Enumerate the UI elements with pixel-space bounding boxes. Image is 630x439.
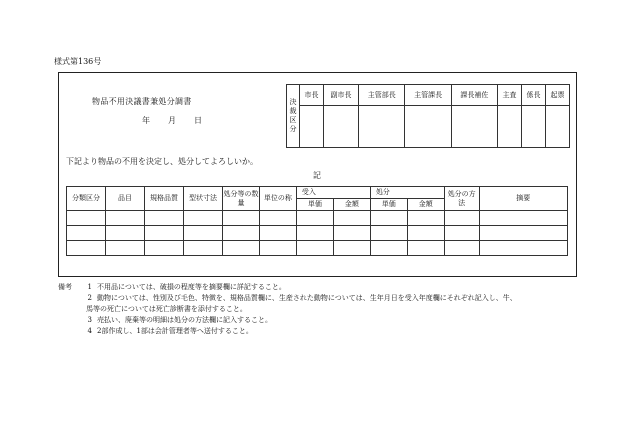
note-continuation [58,304,580,315]
table-cell[interactable] [370,226,407,241]
date-line [142,115,202,126]
table-cell[interactable] [296,241,333,256]
approval-col-mayor: 市長 [300,85,324,106]
table-cell[interactable] [479,241,567,256]
note-item: 備考 1 不用品については、破損の程度等を摘要欄に詳記すること。 [58,283,286,291]
table-cell[interactable] [479,211,567,226]
header-disposal-method: 処分の方法 [444,187,479,211]
date-year: 年 [142,116,150,125]
stamp-cell[interactable] [323,106,358,148]
table-cell[interactable] [184,211,223,226]
approval-col-dept-head: 主管部長 [359,85,405,106]
note-text: 不用品については、破損の程度等を摘要欄に詳記すること。 [97,283,286,291]
table-cell[interactable] [67,226,106,241]
table-cell[interactable] [145,211,184,226]
table-cell[interactable] [67,241,106,256]
table-cell[interactable] [259,241,296,256]
note-text: 馬等の死亡については死亡診断書を添付すること。 [86,305,247,313]
note-item: 4 2部作成し、1部は会計管理者等へ送付すること。 [87,327,253,335]
table-cell[interactable] [444,211,479,226]
table-cell[interactable] [407,211,444,226]
header-summary: 摘要 [479,187,567,211]
table-cell[interactable] [259,211,296,226]
note-text: 動物については、性別及び毛色、特徴を、規格品質欄に、生産された動物については、生年月日を受入年度欄にそれぞれ記入し、牛、 [97,294,517,302]
header-disposal-qty: 処分等の数量 [223,187,260,211]
form-title: 物品不用決議書兼処分調書 [92,97,192,106]
stamp-cell[interactable] [359,106,405,148]
approval-col-section-head: 主管課長 [405,85,451,106]
table-cell[interactable] [145,241,184,256]
date-day: 日 [194,116,202,125]
notes-section [58,282,580,337]
table-cell[interactable] [333,226,370,241]
header-spec-quality: 規格品質 [145,187,184,211]
header-receive-amount: 金額 [333,199,370,211]
table-cell[interactable] [223,241,260,256]
table-row [67,241,568,256]
stamp-cell[interactable] [405,106,451,148]
table-cell[interactable] [184,241,223,256]
table-cell[interactable] [333,211,370,226]
approval-col-drafter: 起票 [545,85,569,106]
stamp-cell[interactable] [498,106,522,148]
approval-label-cell: 決裁区分 [287,85,300,148]
note-text: 2部作成し、1部は会計管理者等へ送付すること。 [97,327,253,335]
table-cell[interactable] [444,226,479,241]
table-cell[interactable] [296,211,333,226]
header-disposal-unit-price: 単価 [370,199,407,211]
table-cell[interactable] [67,211,106,226]
table-cell[interactable] [333,241,370,256]
header-receive-unit-price: 単価 [296,199,333,211]
intro-text: 下記より物品の不用を決定し、処分してよろしいか。 [66,157,258,166]
approval-col-subsection: 係長 [522,85,546,106]
table-cell[interactable] [444,241,479,256]
table-row [67,226,568,241]
date-month: 月 [168,116,176,125]
table-cell[interactable] [407,241,444,256]
approval-table [286,84,570,148]
stamp-cell[interactable] [300,106,324,148]
table-row [67,211,568,226]
header-receive: 受入 [296,187,370,199]
table-cell[interactable] [479,226,567,241]
approval-col-assistant: 課長補佐 [451,85,497,106]
table-cell[interactable] [370,211,407,226]
table-cell[interactable] [296,226,333,241]
notes-label: 備考 [58,283,72,291]
header-disposal-amount: 金額 [407,199,444,211]
approval-col-vice-mayor: 副市長 [323,85,358,106]
table-cell[interactable] [370,241,407,256]
note-item: 3 売払い、廃棄等の明細は処分の方法欄に記入すること。 [87,316,272,324]
header-classification: 分類区分 [67,187,106,211]
table-cell[interactable] [259,226,296,241]
header-shape-size: 型状寸法 [184,187,223,211]
items-table [66,186,568,256]
table-cell[interactable] [223,211,260,226]
header-unit-name: 単位の称 [259,187,296,211]
note-item: 2 動物については、性別及び毛色、特徴を、規格品質欄に、生産された動物については、生年月日を受入年度欄にそれぞれ記入し、牛、 [87,294,517,302]
table-cell[interactable] [145,226,184,241]
table-cell[interactable] [106,226,145,241]
ki-heading: 記 [313,171,321,180]
table-cell[interactable] [407,226,444,241]
table-cell[interactable] [184,226,223,241]
table-cell[interactable] [106,241,145,256]
header-disposal: 処分 [370,187,444,199]
form-number: 様式第136号 [54,57,102,66]
table-cell[interactable] [223,226,260,241]
header-item-name: 品目 [106,187,145,211]
stamp-cell[interactable] [522,106,546,148]
stamp-cell[interactable] [451,106,497,148]
stamp-cell[interactable] [545,106,569,148]
approval-col-chief: 主査 [498,85,522,106]
note-text: 売払い、廃棄等の明細は処分の方法欄に記入すること。 [97,316,272,324]
table-cell[interactable] [106,211,145,226]
